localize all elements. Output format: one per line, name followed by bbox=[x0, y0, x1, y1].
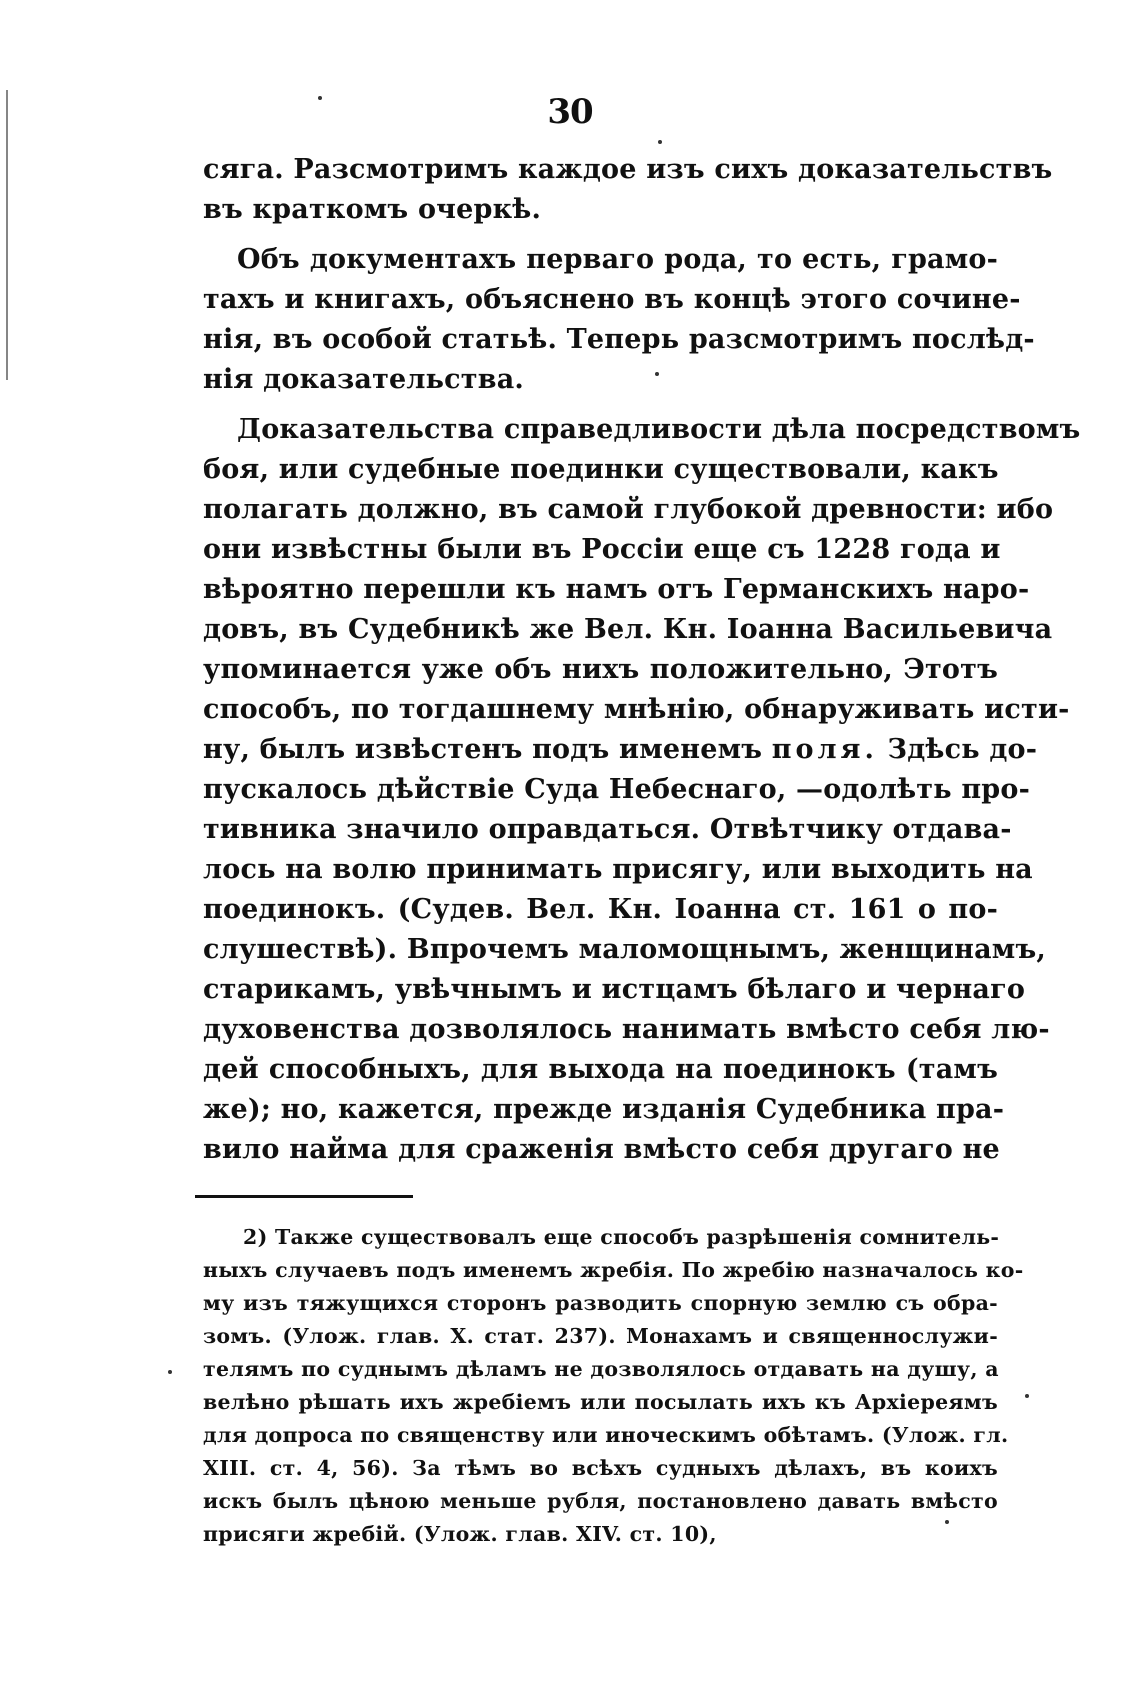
text-line: способъ, по тогдашнему мнѣнію, обнаруживать исти- bbox=[203, 694, 1070, 725]
text-line: они извѣстны были въ Россіи еще съ 1228 года и bbox=[203, 534, 1001, 565]
text-line: нія, въ особой статьѣ. Теперь разсмотримъ послѣд- bbox=[203, 324, 1035, 355]
footnote-line: XIII. ст. 4, 56). За тѣмъ во всѣхъ судныхъ дѣлахъ, въ коихъ bbox=[203, 1456, 998, 1480]
scan-speck bbox=[1025, 1394, 1029, 1398]
footnote-line: присяги жребій. (Улож. глав. XIV. ст. 10), bbox=[203, 1522, 717, 1546]
footnote-line: телямъ по суднымъ дѣламъ не дозволялось отдавать на душу, а bbox=[203, 1357, 999, 1381]
footnote-separator bbox=[195, 1195, 413, 1198]
text-fragment: Здѣсь до- bbox=[887, 734, 1038, 765]
text-line: Объ документахъ перваго рода, то есть, грамо- bbox=[237, 244, 998, 275]
footnote bbox=[203, 1221, 1024, 1551]
text-line: же); но, кажется, прежде изданія Судебника пра- bbox=[203, 1094, 1005, 1125]
text-line: лось на волю принимать присягу, или выходить на bbox=[203, 854, 1033, 885]
footnote-line: 2) Также существовалъ еще способъ разрѣшенія сомнитель- bbox=[243, 1225, 1000, 1249]
page-edge-line bbox=[6, 90, 8, 380]
paragraph-gap bbox=[203, 400, 998, 410]
text-line: нія доказательства. bbox=[203, 364, 524, 395]
text-line: дей способныхъ, для выхода на поединокъ (тамъ bbox=[203, 1054, 998, 1085]
text-fragment: ну, былъ извѣстенъ подъ именемъ bbox=[203, 734, 763, 765]
footnote-line: ныхъ случаевъ подъ именемъ жребія. По жребію назначалось ко- bbox=[203, 1258, 1024, 1282]
text-line: пускалось дѣйствіе Суда Небеснаго, —одолѣть про- bbox=[203, 774, 1030, 805]
text-line-with-spaced-word bbox=[203, 730, 1038, 770]
text-line: довъ, въ Судебникѣ же Вел. Кн. Іоанна Васильевича bbox=[203, 614, 1053, 645]
text-line: тивника значило оправдаться. Отвѣтчику отдава- bbox=[203, 814, 1012, 845]
text-line: сяга. Разсмотримъ каждое изъ сихъ доказательствъ bbox=[203, 154, 1053, 185]
text-line: слушествѣ). Впрочемъ маломощнымъ, женщинамъ, bbox=[203, 934, 1046, 965]
text-line: поединокъ. (Судев. Вел. Кн. Іоанна ст. 161 о по- bbox=[203, 894, 998, 925]
scan-speck bbox=[658, 140, 662, 144]
text-line: полагать должно, въ самой глубокой древности: ибо bbox=[203, 494, 1054, 525]
paragraph-gap bbox=[203, 230, 998, 240]
scan-speck bbox=[945, 1520, 949, 1524]
text-line: вило найма для сраженія вмѣсто себя другаго не bbox=[203, 1134, 1000, 1165]
text-line: тахъ и книгахъ, объяснено въ концѣ этого сочине- bbox=[203, 284, 1021, 315]
text-line: въ краткомъ очеркѣ. bbox=[203, 194, 542, 225]
scan-speck bbox=[655, 372, 659, 376]
text-line: духовенства дозволялось нанимать вмѣсто себя лю- bbox=[203, 1014, 1050, 1045]
footnote-line: му изъ тяжущихся сторонъ разводить спорную землю съ обра- bbox=[203, 1291, 998, 1315]
text-line: упоминается уже объ нихъ положительно, Этотъ bbox=[203, 654, 998, 685]
footnote-line: для допроса по священству или иноческимъ обѣтамъ. (Улож. гл. bbox=[203, 1423, 1009, 1447]
spaced-emphasis-word: поля. bbox=[771, 734, 878, 765]
text-line: вѣроятно перешли къ намъ отъ Германскихъ наро- bbox=[203, 574, 1030, 605]
text-line: боя, или судебные поединки существовали, какъ bbox=[203, 454, 999, 485]
footnote-line: велѣно рѣшать ихъ жребіемъ или посылать ихъ къ Архіереямъ bbox=[203, 1390, 998, 1414]
scan-speck bbox=[168, 1370, 172, 1374]
text-line: Доказательства справедливости дѣла посредствомъ bbox=[237, 414, 1081, 445]
scan-speck bbox=[318, 96, 322, 100]
footnote-line: искъ былъ цѣною меньше рубля, постановлено давать вмѣсто bbox=[203, 1489, 998, 1513]
footnote-line: зомъ. (Улож. глав. X. стат. 237). Монахамъ и священнослужи- bbox=[203, 1324, 998, 1348]
text-line: старикамъ, увѣчнымъ и истцамъ бѣлаго и чернаго bbox=[203, 974, 1026, 1005]
main-text bbox=[203, 150, 1081, 1170]
page-number: 30 bbox=[547, 92, 593, 132]
